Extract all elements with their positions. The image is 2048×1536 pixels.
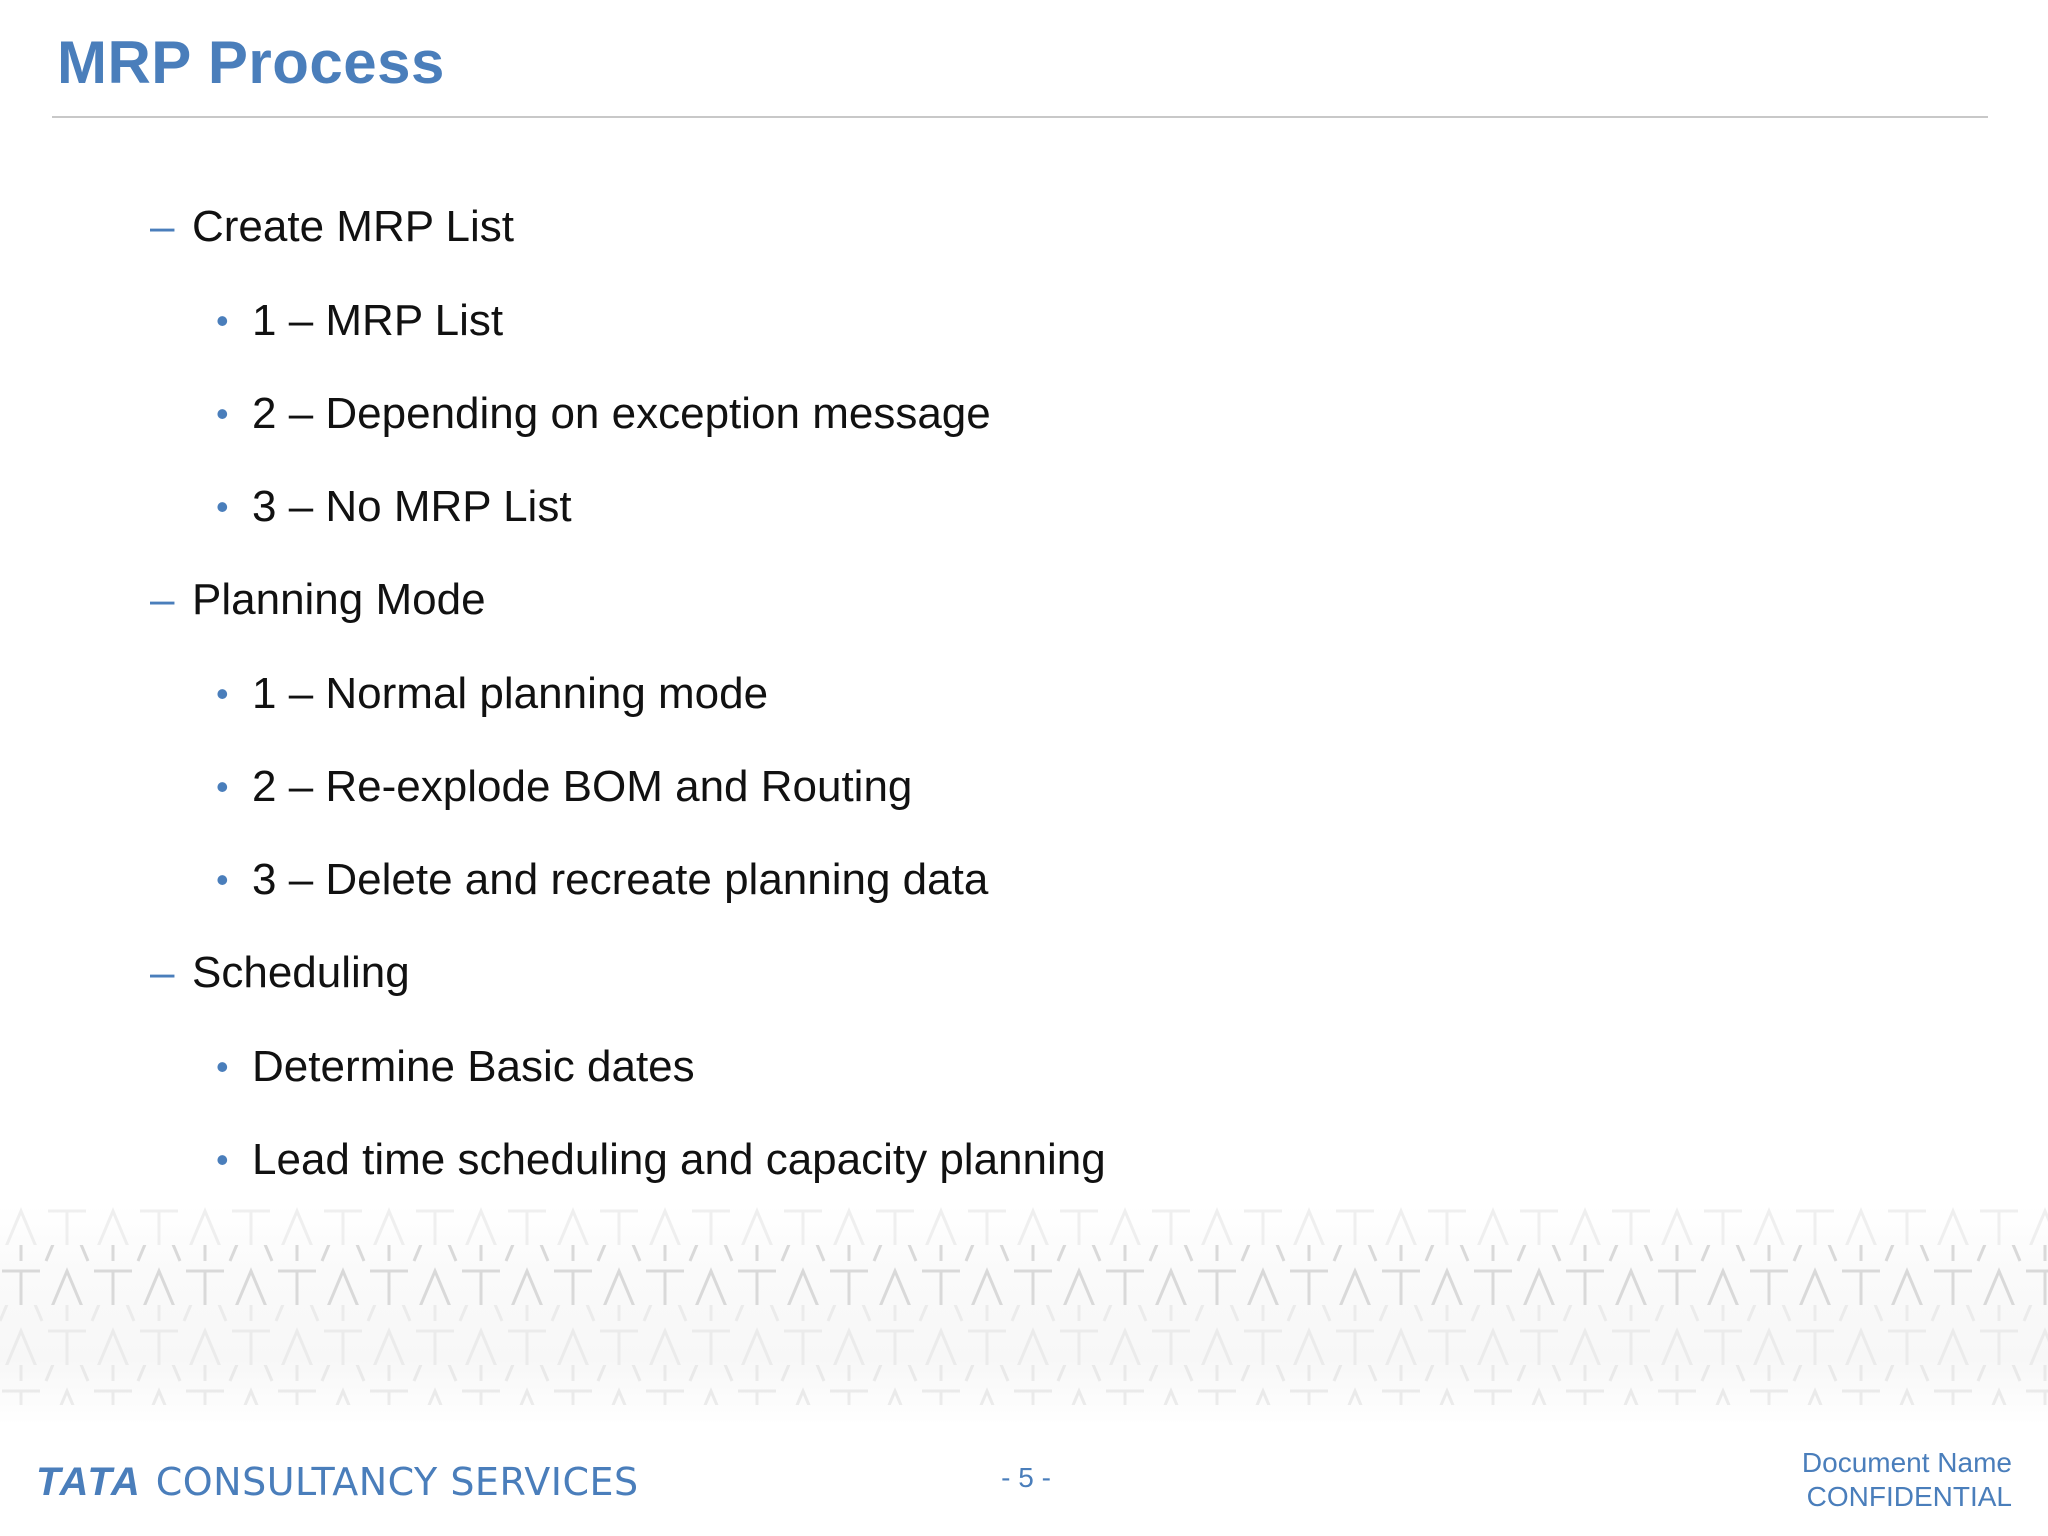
page-number: - 5 - [1001, 1462, 1051, 1493]
document-name: Document Name [1801, 1447, 2012, 1478]
bullet-marker: • [216, 859, 229, 900]
list-item [216, 389, 991, 439]
title-divider [52, 116, 1988, 118]
tata-watermark-pattern [0, 1205, 2048, 1425]
list-item-label: 3 – Delete and recreate planning data [252, 855, 989, 904]
logo-company-name: CONSULTANCY SERVICES [155, 1460, 639, 1504]
list-item [216, 482, 572, 532]
list-item [216, 296, 504, 346]
bullet-marker: • [216, 1139, 229, 1180]
dash-marker: – [150, 575, 175, 624]
list-item-label: 3 – No MRP List [252, 482, 572, 531]
list-item-label: Determine Basic dates [252, 1042, 695, 1091]
section-planning-mode [150, 575, 486, 625]
bullet-marker: • [216, 486, 229, 527]
bullet-marker: • [216, 300, 229, 341]
list-item [216, 855, 989, 905]
bullet-marker: • [216, 393, 229, 434]
document-meta [1802, 1446, 2012, 1514]
section-create-mrp-list [150, 202, 514, 252]
list-item [216, 669, 769, 719]
list-item-label: Lead time scheduling and capacity planning [252, 1135, 1106, 1184]
confidential-label: CONFIDENTIAL [1806, 1481, 2012, 1512]
dash-marker: – [150, 202, 175, 251]
section-label: Scheduling [192, 948, 410, 997]
section-scheduling [150, 948, 410, 998]
bullet-marker: • [216, 673, 229, 714]
list-item-label: 2 – Re-explode BOM and Routing [252, 762, 913, 811]
slide-title: MRP Process [57, 29, 445, 96]
bullet-marker: • [216, 1046, 229, 1087]
tcs-logo [36, 1460, 639, 1505]
list-item-label: 1 – Normal planning mode [252, 669, 769, 718]
section-label: Planning Mode [192, 575, 486, 624]
list-item [216, 762, 913, 812]
bullet-marker: • [216, 766, 229, 807]
logo-brand: TATA [36, 1460, 142, 1504]
section-label: Create MRP List [192, 202, 514, 251]
list-item-label: 1 – MRP List [252, 296, 504, 345]
list-item [216, 1042, 695, 1092]
dash-marker: – [150, 948, 175, 997]
list-item-label: 2 – Depending on exception message [252, 389, 991, 438]
list-item [216, 1135, 1106, 1185]
